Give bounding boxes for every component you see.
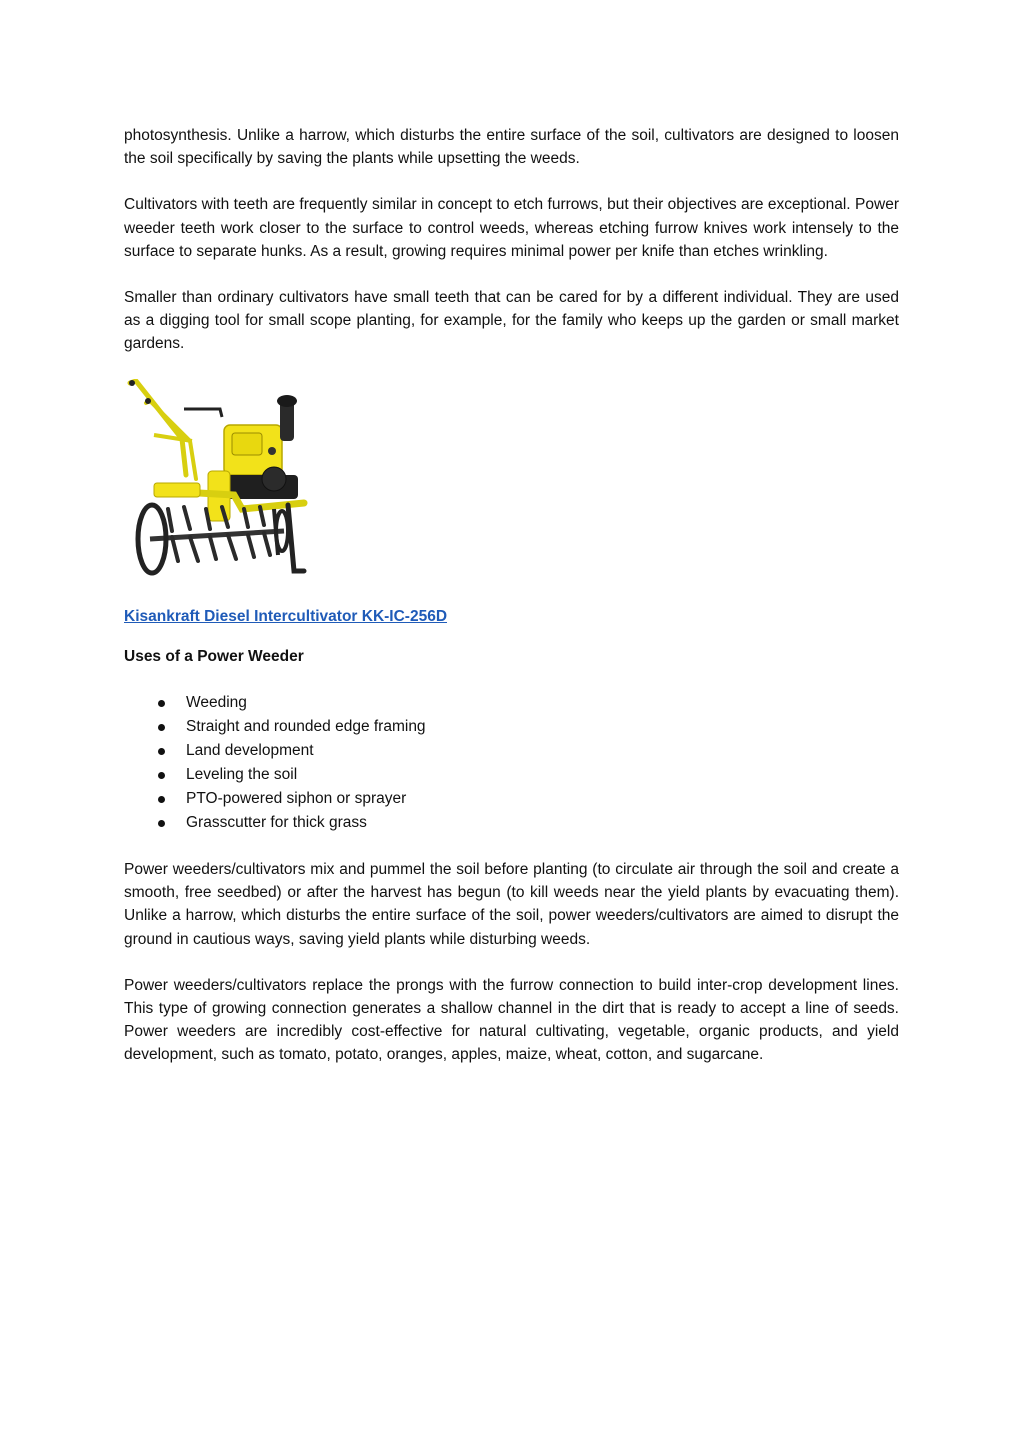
paragraph-smaller-cultivators: Smaller than ordinary cultivators have small teeth that can be cared for by a different individual. They are used as a digging tool for small scope planting, for example, for the family who keeps up the garden or small market gardens. bbox=[124, 289, 899, 353]
document-page bbox=[124, 124, 899, 1090]
paragraph-cultivators-teeth: Cultivators with teeth are frequently similar in concept to etch furrows, but their objectives are exceptional. Power weeder teeth work closer to the surface to control weeds, whereas etching furrow knives work intensely to the surface to separate hunks. As a result, growing requires minimal power per knife than etches wrinkling. bbox=[124, 196, 899, 260]
paragraph-photosynthesis: photosynthesis. Unlike a harrow, which disturbs the entire surface of the soil, cultivators are designed to loosen the soil specifically by saving the plants while upsetting the weeds. bbox=[124, 127, 899, 168]
list-item bbox=[124, 739, 899, 763]
uses-list bbox=[124, 691, 899, 835]
list-item bbox=[124, 691, 899, 715]
list-item bbox=[124, 811, 899, 835]
product-link-kisankraft[interactable]: Kisankraft Diesel Intercultivator KK-IC-256D bbox=[124, 607, 448, 625]
uses-heading: Uses of a Power Weeder bbox=[124, 647, 304, 665]
list-item bbox=[124, 715, 899, 739]
list-item-label: Land development bbox=[186, 742, 314, 760]
list-item-label: Grasscutter for thick grass bbox=[186, 814, 367, 832]
bullet-icon bbox=[158, 772, 165, 779]
paragraph-power-weeders-mix: Power weeders/cultivators mix and pummel the soil before planting (to circulate air through the soil and create a smooth, free seedbed) or after the harvest has begun (to kill weeds near the yield plants by evacuating them). Unlike a harrow, which disturbs the entire surface of the soil, power weeders/cultivators are aimed to disrupt the ground in cautious ways, saving yield plants while disturbing weeds. bbox=[124, 861, 899, 948]
list-item-label: Straight and rounded edge framing bbox=[186, 718, 426, 736]
list-item-label: Leveling the soil bbox=[186, 766, 298, 784]
power-weeder-image bbox=[124, 379, 329, 589]
bullet-icon bbox=[158, 796, 165, 803]
list-item bbox=[124, 763, 899, 787]
list-item-label: PTO-powered siphon or sprayer bbox=[186, 790, 407, 808]
paragraph-power-weeders-replace: Power weeders/cultivators replace the prongs with the furrow connection to build inter-crop development lines. This type of growing connection generates a shallow channel in the dirt that is ready to accept a line of seeds. Power weeders are incredibly cost-effective for natural cultivating, vegetable, organic products, and yield development, such as tomato, potato, oranges, apples, maize, wheat, cotton, and sugarcane. bbox=[124, 976, 899, 1064]
bullet-icon bbox=[158, 820, 165, 827]
bullet-icon bbox=[158, 724, 165, 731]
list-item bbox=[124, 787, 899, 811]
list-item-label: Weeding bbox=[186, 694, 247, 712]
bullet-icon bbox=[158, 700, 165, 707]
bullet-icon bbox=[158, 748, 165, 755]
